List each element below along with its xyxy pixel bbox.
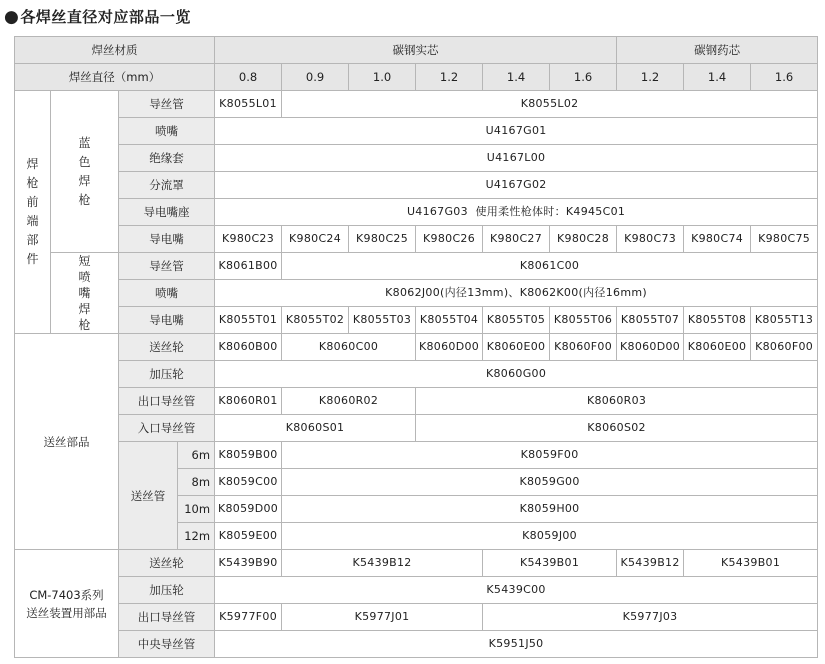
- part-code: U4167L00: [215, 145, 818, 172]
- part-code: K8055T08: [684, 307, 751, 334]
- length-label: 10m: [178, 495, 214, 522]
- part-name: 导电嘴: [119, 226, 215, 253]
- part-code: K8062J00(内径13mm)、K8062K00(内径16mm): [215, 280, 818, 307]
- blue-torch-label: 蓝 色 焊 枪: [51, 91, 119, 253]
- part-name: 导电嘴座: [119, 199, 215, 226]
- part-code: K8060S01: [215, 415, 416, 442]
- part-code: K8055T13: [751, 307, 818, 334]
- part-code: K8059G00: [282, 469, 818, 496]
- part-name: 喷嘴: [119, 280, 215, 307]
- table-row: [15, 550, 818, 577]
- part-code: K8060D00: [416, 334, 483, 361]
- part-code: K8060F00: [550, 334, 617, 361]
- table-row: [15, 442, 818, 469]
- part-code: K8055T07: [617, 307, 684, 334]
- part-code: K5439B12: [617, 550, 684, 577]
- solid-header: 碳钢实芯: [215, 37, 617, 64]
- part-name: 喷嘴: [119, 118, 215, 145]
- cm7403-label-line2: 送丝装置用部品: [26, 605, 107, 620]
- length-label: 8m: [178, 468, 214, 495]
- part-code: K8055T03: [349, 307, 416, 334]
- part-code: K8060G00: [215, 361, 818, 388]
- table-row: [15, 172, 818, 199]
- part-code: K980C74: [684, 226, 751, 253]
- table-row: [15, 199, 818, 226]
- part-name: 送丝管: [130, 488, 166, 503]
- feed-tube-cell: [119, 442, 215, 550]
- part-name: 绝缘套: [119, 145, 215, 172]
- part-name: 送丝轮: [119, 550, 215, 577]
- part-code: K8060S02: [416, 415, 818, 442]
- table-row: [15, 91, 818, 118]
- part-code: K8060D00: [617, 334, 684, 361]
- part-name: 导电嘴: [119, 307, 215, 334]
- part-code: U4167G03 使用柔性枪体时：K4945C01: [215, 199, 818, 226]
- length-label: 12m: [178, 522, 214, 549]
- table-row: [15, 334, 818, 361]
- short-torch-label: 短 喷 嘴 焊 枪: [51, 253, 119, 334]
- diameter-cell: 0.8: [215, 64, 282, 91]
- diameter-cell: 1.4: [483, 64, 550, 91]
- part-code: K8055L02: [282, 91, 818, 118]
- part-code: K980C27: [483, 226, 550, 253]
- part-code: [215, 496, 282, 523]
- part-name: 送丝轮: [119, 334, 215, 361]
- part-code: K8055T01: [215, 307, 282, 334]
- part-code: K8060R03: [416, 388, 818, 415]
- part-code: K8060R02: [282, 388, 416, 415]
- part-name: 分流罩: [119, 172, 215, 199]
- table-row: [15, 307, 818, 334]
- length-label: 6m: [191, 448, 211, 462]
- part-code: K8060B00: [215, 334, 282, 361]
- part-code: K8060F00: [751, 334, 818, 361]
- table-row: [15, 577, 818, 604]
- part-code: K8055T06: [550, 307, 617, 334]
- part-name: 入口导丝管: [119, 415, 215, 442]
- diameter-cell: 1.6: [751, 64, 818, 91]
- header-row-diameter: [15, 64, 818, 91]
- part-code: U4167G02: [215, 172, 818, 199]
- part-name: 出口导丝管: [119, 388, 215, 415]
- part-code: K5977F00: [215, 604, 282, 631]
- part-code: U4167G01: [215, 118, 818, 145]
- part-name: 出口导丝管: [119, 604, 215, 631]
- bullet-icon: ●: [4, 7, 20, 27]
- part-code: [215, 469, 282, 496]
- table-row: [15, 226, 818, 253]
- parts-table: [14, 36, 818, 658]
- part-code: K8060E00: [684, 334, 751, 361]
- diameter-cell: 1.2: [416, 64, 483, 91]
- title-text: 各焊丝直径对应部品一览: [20, 8, 191, 26]
- part-code: K8059J00: [282, 523, 818, 550]
- part-code: K5439B01: [483, 550, 617, 577]
- part-code: K5977J03: [483, 604, 818, 631]
- part-code: K8055L01: [215, 91, 282, 118]
- part-name: 导丝管: [119, 253, 215, 280]
- part-code: K980C24: [282, 226, 349, 253]
- part-code: K8059F00: [282, 442, 818, 469]
- table-row: [15, 145, 818, 172]
- part-code: K8055T05: [483, 307, 550, 334]
- table-row: [15, 118, 818, 145]
- part-code-value: K8059B00: [218, 448, 278, 461]
- diameter-cell: 0.9: [282, 64, 349, 91]
- table-row: [15, 253, 818, 280]
- part-code: K980C23: [215, 226, 282, 253]
- feeder-group-label: 送丝部品: [15, 334, 119, 550]
- part-code: K5439C00: [215, 577, 818, 604]
- diameter-cell: 1.2: [617, 64, 684, 91]
- flux-header: 碳钢药芯: [617, 37, 818, 64]
- table-row: [15, 280, 818, 307]
- part-code: [215, 442, 282, 469]
- part-code: K8055T02: [282, 307, 349, 334]
- header-row-material: [15, 37, 818, 64]
- part-code: K8061C00: [282, 253, 818, 280]
- part-code: K980C73: [617, 226, 684, 253]
- part-name: 中央导丝管: [119, 631, 215, 658]
- part-code: K8059H00: [282, 496, 818, 523]
- part-code-value: K8059E00: [218, 529, 278, 542]
- part-code: K5977J01: [282, 604, 483, 631]
- part-code: K980C28: [550, 226, 617, 253]
- part-code-value: K8059C00: [218, 475, 278, 488]
- part-code: K8060E00: [483, 334, 550, 361]
- cm7403-group-label: [15, 550, 119, 658]
- table-row: [15, 631, 818, 658]
- part-code: K980C75: [751, 226, 818, 253]
- torch-group-label: 焊 枪 前 端 部 件: [15, 91, 51, 334]
- part-code: K8060C00: [282, 334, 416, 361]
- diameter-cell: 1.0: [349, 64, 416, 91]
- part-code: K8061B00: [215, 253, 282, 280]
- table-row: [15, 361, 818, 388]
- material-header: 焊丝材质: [15, 37, 215, 64]
- part-code: K8060R01: [215, 388, 282, 415]
- part-code: K8055T04: [416, 307, 483, 334]
- part-code: K980C26: [416, 226, 483, 253]
- part-name: 导丝管: [119, 91, 215, 118]
- part-code: K5439B01: [684, 550, 818, 577]
- part-name: 加压轮: [119, 361, 215, 388]
- part-code: K980C25: [349, 226, 416, 253]
- diameter-header: 焊丝直径（mm）: [15, 64, 215, 91]
- diameter-cell: 1.4: [684, 64, 751, 91]
- table-row: [15, 415, 818, 442]
- part-code: K5951J50: [215, 631, 818, 658]
- part-code: [215, 523, 282, 550]
- part-name: 加压轮: [119, 577, 215, 604]
- cm7403-label-line1: CM-7403系列: [29, 587, 104, 602]
- table-row: [15, 388, 818, 415]
- page-title: [4, 6, 191, 27]
- part-code-value: K8059D00: [217, 502, 279, 515]
- diameter-cell: 1.6: [550, 64, 617, 91]
- part-code: K5439B12: [282, 550, 483, 577]
- table-row: [15, 604, 818, 631]
- part-code: K5439B90: [215, 550, 282, 577]
